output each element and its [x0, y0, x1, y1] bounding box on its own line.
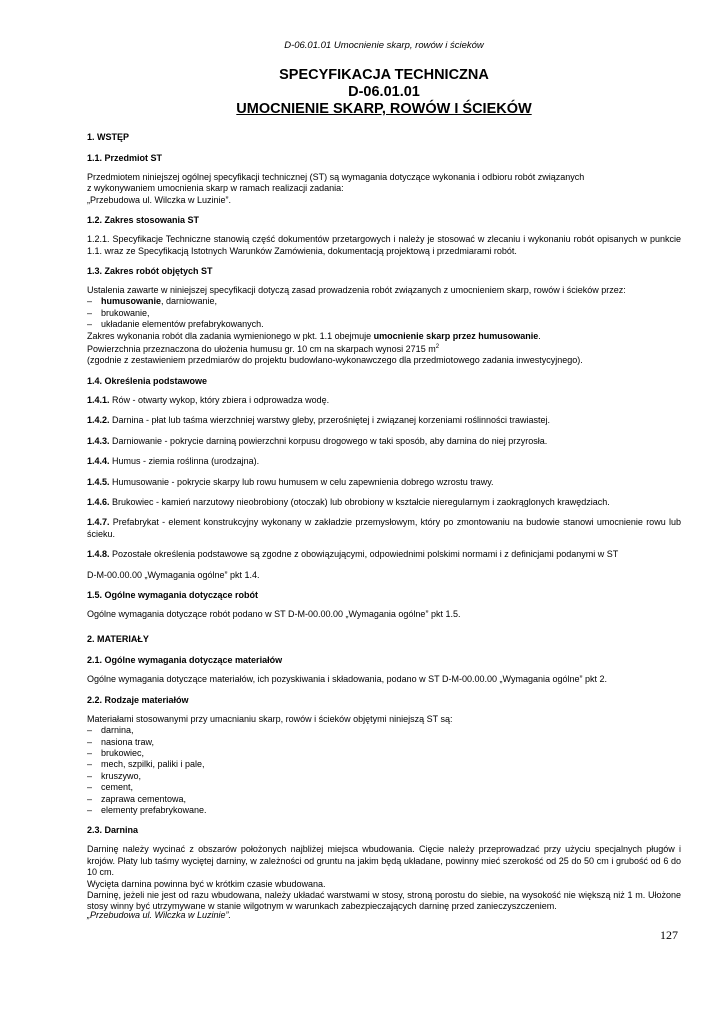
list-item: – zaprawa cementowa,: [87, 794, 681, 805]
list-item-rest: , darniowanie,: [161, 296, 218, 307]
area-text: Powierzchnia przeznaczona do ułożenia humusu gr. 10 cm na skarpach wynosi 2715 m: [87, 344, 436, 355]
section-1-5-heading: 1.5. Ogólne wymagania dotyczące robót: [87, 589, 259, 600]
section-1-1-text: [87, 172, 681, 206]
definition-text: Darnina - płat lub taśma wierzchniej warstwy gleby, przerośniętej i związanej korzeniami roślinności trawiastej.: [109, 415, 551, 426]
section-1-1-line: Przedmiotem niniejszej ogólnej specyfikacji technicznej (ST) są wymagania dotyczące wykonania i odbioru robót związanych: [87, 172, 585, 182]
section-2-1-heading: 2.1. Ogólne wymagania dotyczące materiałów: [87, 655, 283, 666]
title-line-2: D-06.01.01: [348, 84, 420, 100]
section-1-5-text: Ogólne wymagania dotyczące robót podano w ST D-M-00.00.00 „Wymagania ogólne” pkt 1.5.: [87, 608, 461, 619]
list-item: – kruszywo,: [87, 771, 681, 782]
page-footer: „Przebudowa ul. Wilczka w Luzinie”.: [87, 910, 231, 920]
darnina-paragraph: Darninę należy wycinać z obszarów położonych najbliżej miejsca wbudowania. Cięcie należy przeprowadzać przy użyciu specjalnych pługów i krojów. Płaty lub taśmy wyciętej darniny, w zależności od gruntu na jakim będą układane, powinny mieć szerokość od 25 do 50 cm i grubość od 6 do 10 cm.: [87, 844, 681, 878]
definition-number: 1.4.8.: [87, 549, 110, 560]
area-sentence: [87, 342, 681, 355]
title-line-1: SPECYFIKACJA TECHNICZNA: [279, 67, 489, 83]
list-item-bold: humusowanie: [101, 296, 162, 307]
section-1-3-text: [87, 285, 681, 367]
definition-number: 1.4.2.: [87, 415, 110, 426]
definition-number: 1.4.5.: [87, 476, 110, 487]
section-1-2-heading: 1.2. Zakres stosowania ST: [87, 215, 200, 226]
definition-text: Humus - ziemia roślinna (urodzajna).: [109, 456, 260, 467]
definition-number: 1.4.3.: [87, 435, 110, 446]
section-1-1-line: „Przebudowa ul. Wilczka w Luzinie”.: [87, 194, 232, 205]
scope-end: .: [538, 330, 541, 341]
definition-text: Brukowiec - kamień narzutowy nieobrobiony (otoczak) lub obrobiony w kształcie nieregularnym i zaokrąglonych krawędziach.: [109, 496, 610, 507]
page-number: 127: [660, 928, 678, 942]
definition-text: Darniowanie - pokrycie darniną powierzchni korpusu drogowego w taki sposób, aby darnina do niej przyrosła.: [109, 435, 548, 446]
section-2-3-heading: 2.3. Darnina: [87, 825, 139, 836]
definition: [87, 477, 681, 488]
document-title: [87, 67, 681, 118]
darnina-paragraph: Wycięta darnina powinna być w krótkim czasie wbudowana.: [87, 878, 326, 889]
definition-number: 1.4.4.: [87, 456, 110, 467]
definition: [87, 456, 681, 467]
list-item: – układanie elementów prefabrykowanych.: [87, 319, 681, 330]
section-1-3-intro: Ustalenia zawarte w niniejszej specyfikacji dotyczą zasad prowadzenia robót związanych z umocnieniem skarp, rowów i ścieków przez:: [87, 285, 626, 296]
list-item: – darnina,: [87, 725, 681, 736]
section-2-heading: 2. MATERIAŁY: [87, 634, 149, 645]
area-note: (zgodnie z zestawieniem przedmiarów do projektu budowlano-wykonawczego dla przedmiotowego zadania inwestycyjnego).: [87, 355, 583, 366]
definition: [87, 549, 681, 560]
scope-bold: umocnienie skarp przez humusowanie: [373, 330, 539, 341]
definition: [87, 497, 681, 508]
scope-sentence: [87, 331, 681, 342]
area-superscript: 2: [435, 344, 440, 351]
list-item: – nasiona traw,: [87, 737, 681, 748]
section-1-1-line: z wykonywaniem umocnienia skarp w ramach realizacji zadania:: [87, 183, 344, 194]
definition-continuation: D-M-00.00.00 „Wymagania ogólne” pkt 1.4.: [87, 569, 260, 580]
running-header: D-06.01.01 Umocnienie skarp, rowów i ścieków: [284, 40, 484, 51]
definition: [87, 436, 681, 447]
list-item: – elementy prefabrykowane.: [87, 805, 681, 816]
section-2-1-text: Ogólne wymagania dotyczące materiałów, ich pozyskiwania i składowania, podano w ST D-M-00.00.00 „Wymagania ogólne” pkt 2.: [87, 674, 608, 685]
section-1-heading: 1. WSTĘP: [87, 132, 130, 142]
list-item: – brukowanie,: [87, 308, 681, 319]
section-2-2-text: [87, 714, 681, 817]
definition: [87, 415, 681, 426]
definition-text: Rów - otwarty wykop, który zbiera i odprowadza wodę.: [109, 394, 330, 405]
title-line-3: UMOCNIENIE SKARP, ROWÓW I ŚCIEKÓW: [236, 101, 532, 117]
darnina-paragraph: Darninę, jeżeli nie jest od razu wbudowana, należy układać warstwami w stosy, stroną porostu do siebie, na wysokość nie większą niż 1 m. Ułożone stosy winny być utrzymywane w stanie wilgotnym w warunkach zabezpieczających darninę przed zanieczyszczeniem.: [87, 890, 681, 912]
works-list: [87, 296, 681, 330]
section-1-3-heading: 1.3. Zakres robót objętych ST: [87, 266, 213, 277]
definition-number: 1.4.7.: [87, 517, 110, 528]
list-item: – brukowiec,: [87, 748, 681, 759]
document-page: [87, 40, 681, 922]
definition: [87, 395, 681, 406]
materials-list: [87, 725, 681, 816]
section-2-2-heading: 2.2. Rodzaje materiałów: [87, 694, 189, 705]
definition-text: Pozostałe określenia podstawowe są zgodne z obowiązującymi, odpowiednimi polskimi normami i z definicjami podanymi w ST: [109, 549, 619, 560]
definition-text: Humusowanie - pokrycie skarpy lub rowu humusem w celu zapewnienia dobrego wzrostu trawy.: [109, 476, 494, 487]
section-2-3-text: [87, 844, 681, 912]
definition-text: Prefabrykat - element konstrukcyjny wykonany w zakładzie przemysłowym, który po zmontowaniu na budowie stanowi umocnienie rowu lub ścieku.: [87, 517, 681, 539]
materials-intro: Materiałami stosowanymi przy umacnianiu skarp, rowów i ścieków objętymi niniejszą ST są:: [87, 713, 453, 724]
section-1-1-heading: 1.1. Przedmiot ST: [87, 153, 163, 163]
list-item: – cement,: [87, 782, 681, 793]
section-1-2-text: 1.2.1. Specyfikacje Techniczne stanowią część dokumentów przetargowych i należy je stosować w zlecaniu i wykonaniu robót opisanych w punkcie 1.1. wraz ze Specyfikacją Istotnych Warunków Zamówienia, dokumentacją projektową i przedmiarami robót.: [87, 234, 681, 256]
definition-number: 1.4.6.: [87, 496, 110, 507]
section-1-4-heading: 1.4. Określenia podstawowe: [87, 375, 208, 386]
list-item: – mech, szpilki, paliki i pale,: [87, 759, 681, 770]
scope-text: Zakres wykonania robót dla zadania wymienionego w pkt. 1.1 obejmuje: [87, 330, 374, 341]
definition-number: 1.4.1.: [87, 394, 110, 405]
definition: [87, 517, 681, 540]
list-item: [87, 296, 681, 307]
